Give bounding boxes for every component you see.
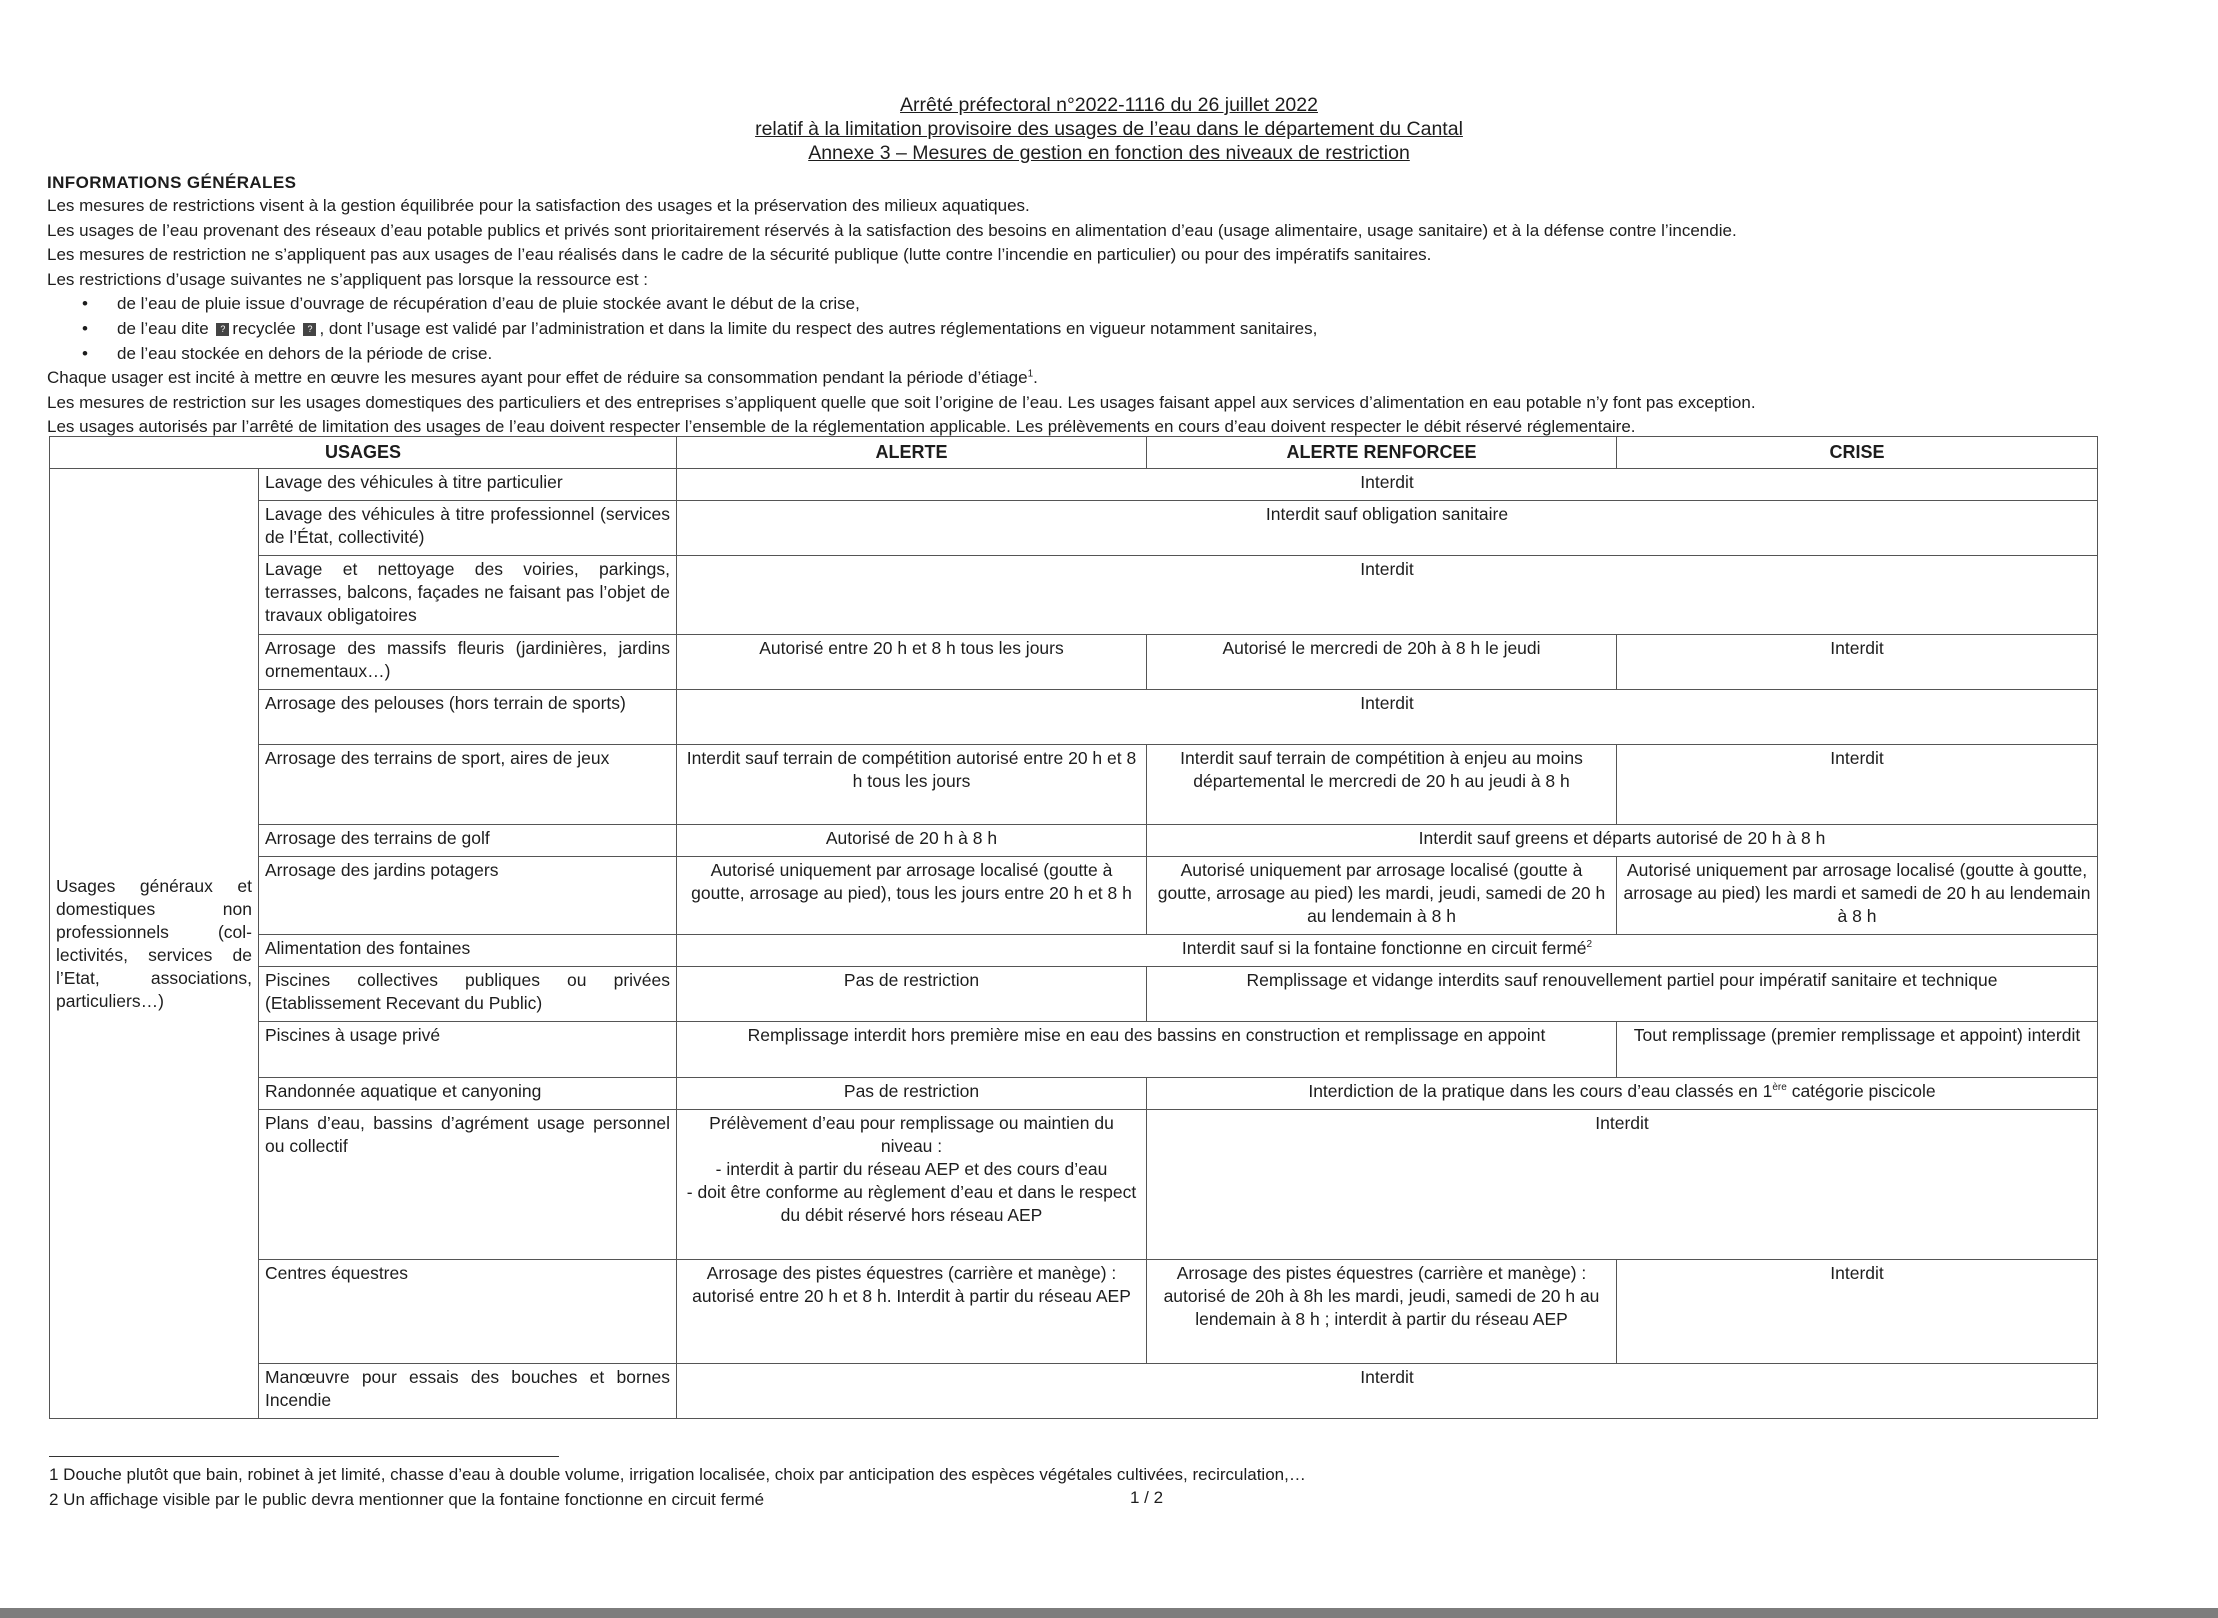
- usage-cell: Arrosage des massifs fleuris (jardinières, jardins ornementaux…): [259, 635, 677, 690]
- alerte-cell: [677, 1110, 1147, 1260]
- table-row: [50, 1078, 2098, 1110]
- usage-cell: Alimentation des fontaines: [259, 935, 677, 967]
- usage-cell: Plans d’eau, bassins d’agrément usage personnel ou collectif: [259, 1110, 677, 1260]
- header-crise: CRISE: [1617, 437, 2098, 469]
- table-row: [50, 935, 2098, 967]
- usage-cell: Lavage et nettoyage des voiries, parkings, terrasses, balcons, façades ne faisant pas l’objet de travaux obligatoires: [259, 556, 677, 635]
- alerte-cell: Interdit sauf terrain de compétition autorisé entre 20 h et 8 h tous les jours: [677, 745, 1147, 825]
- table-row: [50, 1260, 2098, 1364]
- restriction-text: catégorie piscicole: [1786, 1081, 1936, 1101]
- table-row: [50, 745, 2098, 825]
- crise-cell: Interdit: [1617, 745, 2098, 825]
- restriction-cell: [677, 935, 2098, 967]
- usage-cell: Lavage des véhicules à titre particulier: [259, 469, 677, 501]
- quote-glyph-icon: ?: [216, 323, 229, 336]
- footnote-ref: 1: [1027, 368, 1034, 380]
- bottom-scan-edge: [0, 1608, 2218, 1618]
- exemption-item: • de l’eau stockée en dehors de la période de crise.: [117, 342, 2187, 367]
- usage-cell: Manœuvre pour essais des bouches et bornes Incendie: [259, 1364, 677, 1419]
- intro-paragraph-6: Les mesures de restriction sur les usages domestiques des particuliers et des entreprises s’appliquent quelle que soit l’origine de l’eau. Les usages faisant appel aux services d’alimentation en eau potable n’y font pas exception.: [47, 392, 1756, 412]
- alerte-line: - doit être conforme au règlement d’eau et dans le respect du débit réservé hors réseau AEP: [686, 1182, 1137, 1225]
- exemption-text: recyclée: [232, 318, 296, 338]
- superscript: ère: [1772, 1082, 1787, 1094]
- general-information: [47, 172, 2187, 440]
- footnote-1: 1 Douche plutôt que bain, robinet à jet limité, chasse d’eau à double volume, irrigation localisée, choix par anticipation des espèces végétales cultivées, recirculation,…: [49, 1465, 1306, 1484]
- exemption-text: , dont l’usage est validé par l’administration et dans la limite du respect des autres réglementations en vigueur notamment sanitaires,: [319, 318, 1318, 338]
- intro-paragraph-1: Les mesures de restrictions visent à la gestion équilibrée pour la satisfaction des usages et la préservation des milieux aquatiques.: [47, 196, 1030, 215]
- header-usages: USAGES: [50, 437, 677, 469]
- intro-paragraph-2: Les usages de l’eau provenant des réseaux d’eau potable publics et privés sont prioritairement réservés à la satisfaction des besoins en alimentation d’eau (usage alimentaire, usage sanitaire) et à la défense contre l’incendie.: [47, 220, 1737, 240]
- header-alerte: ALERTE: [677, 437, 1147, 469]
- alerte-line: - interdit à partir du réseau AEP et des cours d’eau: [715, 1159, 1108, 1179]
- usage-group-cell: Usages généraux et domestiques non professionnels (col-lectivités, services de l’Etat, associations, particuliers…): [50, 469, 259, 1419]
- intro-text: .: [1033, 368, 1038, 388]
- alerte-cell: Autorisé uniquement par arrosage localisé (goutte à goutte, arrosage au pied), tous les jours entre 20 h et 8 h: [677, 857, 1147, 935]
- crise-cell: Interdit: [1617, 635, 2098, 690]
- footnote-2: 2 Un affichage visible par le public devra mentionner que la fontaine fonctionne en circuit fermé: [49, 1490, 765, 1509]
- intro-text: Chaque usager est incité à mettre en œuvre les mesures ayant pour effet de réduire sa consommation pendant la période d’étiage: [47, 368, 1028, 388]
- footnote-ref: 2: [1586, 939, 1593, 951]
- table-row: [50, 857, 2098, 935]
- intro-paragraph-3: Les mesures de restriction ne s’appliquent pas aux usages de l’eau réalisés dans le cadre de la sécurité publique (lutte contre l’incendie en particulier) ou pour des impératifs sanitaires.: [47, 245, 1432, 265]
- alerte-cell: Pas de restriction: [677, 967, 1147, 1022]
- table-row: [50, 556, 2098, 635]
- table-row: [50, 825, 2098, 857]
- usage-cell: Arrosage des terrains de golf: [259, 825, 677, 857]
- alerte-cell: Autorisé de 20 h à 8 h: [677, 825, 1147, 857]
- usage-cell: Piscines à usage privé: [259, 1022, 677, 1078]
- alerte-renforcee-cell: Autorisé uniquement par arrosage localisé (goutte à goutte, arrosage au pied) les mardi, jeudi, samedi de 20 h au lendemain à 8 h: [1147, 857, 1617, 935]
- exemption-list: [47, 292, 2187, 366]
- restriction-cell: [1147, 1078, 2098, 1110]
- quote-glyph-icon: ?: [303, 323, 316, 336]
- title-line-1: Arrêté préfectoral n°2022-1116 du 26 juillet 2022: [900, 94, 1318, 116]
- exemption-item: • de l’eau de pluie issue d’ouvrage de récupération d’eau de pluie stockée avant le début de la crise,: [117, 292, 2187, 317]
- crise-cell: Interdit: [1617, 1260, 2098, 1364]
- section-heading: INFORMATIONS GÉNÉRALES: [47, 173, 297, 192]
- usage-cell: Randonnée aquatique et canyoning: [259, 1078, 677, 1110]
- exemption-text: de l’eau dite: [117, 318, 209, 338]
- table-row: [50, 967, 2098, 1022]
- alerte-cell: Arrosage des pistes équestres (carrière et manège) : autorisé entre 20 h et 8 h. Interdit à partir du réseau AEP: [677, 1260, 1147, 1364]
- table-row: [50, 635, 2098, 690]
- crise-cell: Tout remplissage (premier remplissage et appoint) interdit: [1617, 1022, 2098, 1078]
- alerte-cell: Autorisé entre 20 h et 8 h tous les jours: [677, 635, 1147, 690]
- restriction-cell: Remplissage interdit hors première mise en eau des bassins en construction et remplissage en appoint: [677, 1022, 1617, 1078]
- header-alerte-renforcee: ALERTE RENFORCEE: [1147, 437, 1617, 469]
- restriction-cell: Interdit: [677, 1364, 2098, 1419]
- restriction-cell: Interdit: [677, 469, 2098, 501]
- table-row: [50, 1110, 2098, 1260]
- restriction-cell: Interdit: [677, 690, 2098, 745]
- alerte-renforcee-cell: Autorisé le mercredi de 20h à 8 h le jeudi: [1147, 635, 1617, 690]
- restriction-cell: Remplissage et vidange interdits sauf renouvellement partiel pour impératif sanitaire et technique: [1147, 967, 2098, 1022]
- intro-paragraph-4: Les restrictions d’usage suivantes ne s’appliquent pas lorsque la ressource est :: [47, 269, 649, 289]
- title-line-3: Annexe 3 – Mesures de gestion en fonction des niveaux de restriction: [808, 142, 1410, 164]
- usage-cell: Lavage des véhicules à titre professionnel (services de l’État, collectivité): [259, 501, 677, 556]
- table-row: [50, 690, 2098, 745]
- usage-cell: Centres équestres: [259, 1260, 677, 1364]
- page-number: 1 / 2: [1130, 1488, 1164, 1507]
- restriction-text: Interdiction de la pratique dans les cours d’eau classés en 1: [1308, 1081, 1773, 1101]
- intro-paragraph-5: [47, 366, 2187, 391]
- table-row: [50, 1022, 2098, 1078]
- usage-cell: Arrosage des pelouses (hors terrain de sports): [259, 690, 677, 745]
- restriction-text: Interdit sauf si la fontaine fonctionne en circuit fermé: [1181, 938, 1587, 958]
- title-line-2: relatif à la limitation provisoire des usages de l’eau dans le département du Cantal: [755, 118, 1463, 140]
- usage-cell: Piscines collectives publiques ou privées (Etablissement Recevant du Public): [259, 967, 677, 1022]
- crise-cell: Autorisé uniquement par arrosage localisé (goutte à goutte, arrosage au pied) les mardi et samedi de 20 h au lendemain à 8 h: [1617, 857, 2098, 935]
- restriction-cell: Interdit: [1147, 1110, 2098, 1260]
- alerte-cell: Pas de restriction: [677, 1078, 1147, 1110]
- table-row: [50, 1364, 2098, 1419]
- document-title: [0, 93, 2218, 165]
- alerte-renforcee-cell: Arrosage des pistes équestres (carrière et manège) : autorisé de 20h à 8h les mardi, jeudi, samedi de 20 h au lendemain à 8 h ; interdit à partir du réseau AEP: [1147, 1260, 1617, 1364]
- usage-cell: Arrosage des jardins potagers: [259, 857, 677, 935]
- table-row: [50, 501, 2098, 556]
- restriction-cell: Interdit: [677, 556, 2098, 635]
- restriction-cell: Interdit sauf greens et départs autorisé de 20 h à 8 h: [1147, 825, 2098, 857]
- intro-paragraph-7: Les usages autorisés par l’arrêté de limitation des usages de l’eau doivent respecter l’ensemble de la réglementation applicable. Les prélèvements en cours d’eau doivent respecter le débit réservé réglementaire.: [47, 417, 1636, 437]
- table-header-row: [50, 437, 2098, 469]
- footnotes: [49, 1462, 1306, 1512]
- alerte-renforcee-cell: Interdit sauf terrain de compétition à enjeu au moins départemental le mercredi de 20 h au jeudi à 8 h: [1147, 745, 1617, 825]
- restriction-cell: Interdit sauf obligation sanitaire: [677, 501, 2098, 556]
- restriction-table: [49, 436, 2098, 1419]
- alerte-line: Prélèvement d’eau pour remplissage ou maintien du niveau :: [709, 1113, 1114, 1156]
- footnote-divider: [49, 1456, 559, 1457]
- usage-cell: Arrosage des terrains de sport, aires de jeux: [259, 745, 677, 825]
- table-row: [50, 469, 2098, 501]
- exemption-item: [117, 317, 2187, 342]
